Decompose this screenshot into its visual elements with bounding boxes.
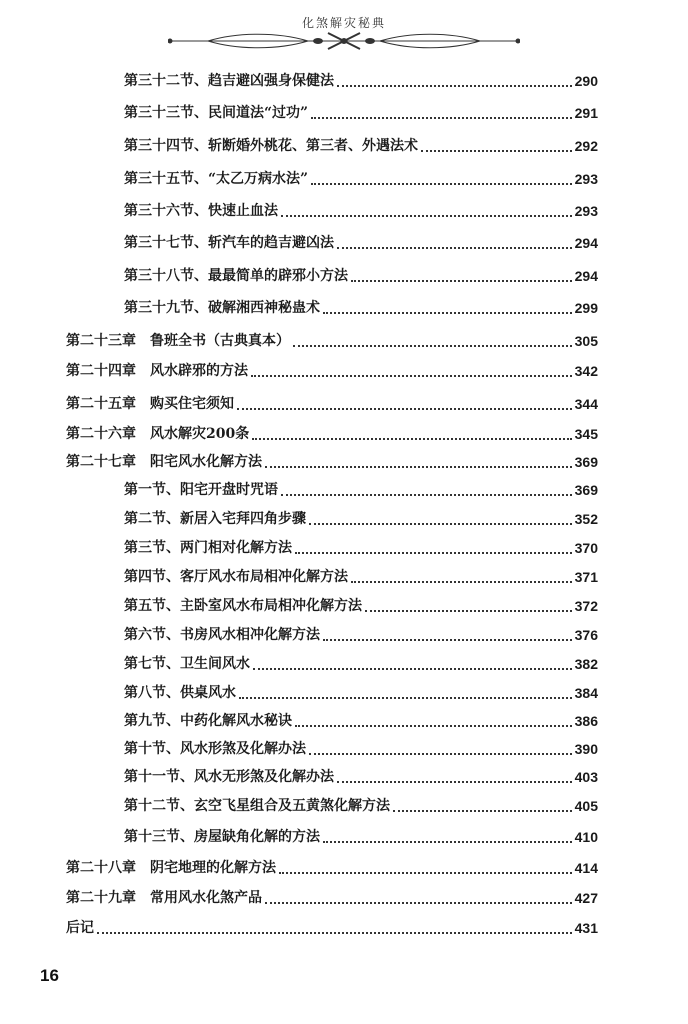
toc-section-entry [124, 168, 598, 190]
dot-leader [265, 466, 572, 468]
toc-section-entry [124, 297, 598, 319]
toc-entry-title: 第三十八节、最最简单的辟邪小方法 [124, 268, 348, 284]
toc-entry-page: 293 [574, 203, 598, 219]
toc-entry-title: 第四节、客厅风水布局相冲化解方法 [124, 569, 348, 585]
dot-leader [337, 247, 572, 249]
toc-entry-page: 292 [574, 138, 598, 154]
toc-entry-title: 第三十五节、“太乙万病水法” [124, 171, 309, 187]
toc-section-entry [124, 738, 598, 760]
toc-entry-title: 第三十九节、破解湘西神秘蛊术 [124, 300, 320, 316]
page-number: 16 [40, 966, 59, 985]
toc-entry-title: 第二十九章 常用风水化煞产品 [66, 890, 262, 906]
toc-entry-page: 344 [574, 396, 598, 412]
dot-leader [253, 668, 572, 670]
toc-entry-title: 第二十八章 阴宅地理的化解方法 [66, 860, 276, 876]
toc-entry-page: 369 [574, 454, 598, 470]
dot-leader [351, 581, 572, 583]
toc-entry-page: 390 [574, 741, 598, 757]
toc-entry-title: 第十二节、玄空飞星组合及五黄煞化解方法 [124, 798, 390, 814]
toc-section-entry [124, 508, 598, 530]
toc-section-entry [124, 624, 598, 646]
toc-entry-page: 293 [574, 171, 598, 187]
toc-chapter-entry [66, 360, 598, 382]
toc-entry-title: 第三十三节、民间道法“过功” [124, 105, 309, 121]
dot-leader [252, 438, 571, 440]
dot-leader [311, 183, 572, 185]
dot-leader [281, 494, 572, 496]
toc-entry-title: 第五节、主卧室风水布局相冲化解方法 [124, 598, 362, 614]
toc-entry-page: 431 [574, 920, 598, 936]
dot-leader [309, 523, 572, 525]
toc-entry-title: 第十一节、风水无形煞及化解办法 [124, 769, 334, 785]
dot-leader [97, 932, 572, 934]
dot-leader [351, 280, 572, 282]
toc-entry-title: 第二十七章 阳宅风水化解方法 [66, 454, 262, 470]
toc-chapter-entry [66, 917, 598, 939]
dot-leader [295, 552, 572, 554]
dot-leader [265, 902, 572, 904]
dot-leader [337, 781, 572, 783]
dot-leader [281, 215, 572, 217]
toc-entry-title: 第八节、供桌风水 [124, 685, 236, 701]
dot-leader [323, 639, 572, 641]
dot-leader [323, 841, 572, 843]
dot-leader [337, 85, 572, 87]
dot-leader [311, 117, 572, 119]
toc-chapter-entry [66, 330, 598, 352]
toc-entry-page: 370 [574, 540, 598, 556]
toc-entry-page: 384 [574, 685, 598, 701]
toc-entry-page: 405 [574, 798, 598, 814]
dot-leader [421, 150, 572, 152]
toc-entry-page: 403 [574, 769, 598, 785]
toc-chapter-entry [66, 393, 598, 415]
dot-leader [293, 345, 572, 347]
toc-entry-title: 第六节、书房风水相冲化解方法 [124, 627, 320, 643]
dot-leader [279, 872, 572, 874]
toc-entry-page: 369 [574, 482, 598, 498]
toc-section-entry [124, 70, 598, 92]
toc-entry-page: 414 [574, 860, 598, 876]
toc-entry-page: 291 [574, 105, 598, 121]
toc-entry-title: 第三十四节、斩断婚外桃花、第三者、外遇法术 [124, 138, 418, 154]
toc-section-entry [124, 135, 598, 157]
dot-leader [237, 408, 572, 410]
toc-entry-title: 第二十六章 风水解灾200条 [66, 426, 250, 442]
toc-entry-title: 第七节、卫生间风水 [124, 656, 250, 672]
toc-entry-page: 294 [574, 268, 598, 284]
toc-section-entry [124, 232, 598, 254]
toc-entry-title: 第二十五章 购买住宅须知 [66, 396, 234, 412]
toc-entry-page: 371 [574, 569, 598, 585]
toc-section-entry [124, 479, 598, 501]
dot-leader [251, 375, 572, 377]
toc-entry-page: 382 [574, 656, 598, 672]
book-title: 化煞解灾秘典 [301, 16, 386, 30]
toc-section-entry [124, 595, 598, 617]
toc-entry-page: 410 [574, 829, 598, 845]
toc-chapter-entry [66, 857, 598, 879]
dot-leader [309, 753, 572, 755]
toc-chapter-entry [66, 423, 598, 445]
toc-entry-page: 376 [574, 627, 598, 643]
toc-chapter-entry [66, 451, 598, 473]
toc-section-entry [124, 766, 598, 788]
toc-section-entry [124, 682, 598, 704]
toc-section-entry [124, 710, 598, 732]
toc-entry-page: 305 [574, 333, 598, 349]
dot-leader [393, 810, 572, 812]
toc-entry-page: 342 [574, 363, 598, 379]
toc-entry-page: 345 [574, 426, 598, 442]
toc-entry-page: 352 [574, 511, 598, 527]
toc-entry-title: 第二十三章 鲁班全书（古典真本） [66, 333, 290, 349]
toc-entry-page: 427 [574, 890, 598, 906]
toc-section-entry [124, 102, 598, 124]
toc-entry-page: 294 [574, 235, 598, 251]
toc-entry-title: 后记 [66, 920, 94, 936]
toc-entry-title: 第三十七节、斩汽车的趋吉避凶法 [124, 235, 334, 251]
toc-section-entry [124, 566, 598, 588]
toc-entry-page: 386 [574, 713, 598, 729]
toc-section-entry [124, 200, 598, 222]
toc-entry-title: 第二节、新居入宅拜四角步骤 [124, 511, 306, 527]
dot-leader [323, 312, 572, 314]
toc-section-entry [124, 537, 598, 559]
dot-leader [365, 610, 572, 612]
toc-section-entry [124, 265, 598, 287]
toc-entry-title: 第三十六节、快速止血法 [124, 203, 278, 219]
toc-entry-page: 372 [574, 598, 598, 614]
toc-entry-title: 第三十二节、趋吉避凶强身保健法 [124, 73, 334, 89]
toc-section-entry [124, 826, 598, 848]
toc-entry-title: 第十节、风水形煞及化解办法 [124, 741, 306, 757]
toc-entry-title: 第一节、阳宅开盘时咒语 [124, 482, 278, 498]
toc-entry-title: 第二十四章 风水辟邪的方法 [66, 363, 248, 379]
toc-entry-title: 第九节、中药化解风水秘诀 [124, 713, 292, 729]
dot-leader [295, 725, 572, 727]
toc-entry-page: 299 [574, 300, 598, 316]
toc-entry-title: 第十三节、房屋缺角化解的方法 [124, 829, 320, 845]
toc-section-entry [124, 653, 598, 675]
toc-chapter-entry [66, 887, 598, 909]
toc-entry-page: 290 [574, 73, 598, 89]
toc-section-entry [124, 795, 598, 817]
toc-entry-title: 第三节、两门相对化解方法 [124, 540, 292, 556]
dot-leader [239, 697, 572, 699]
